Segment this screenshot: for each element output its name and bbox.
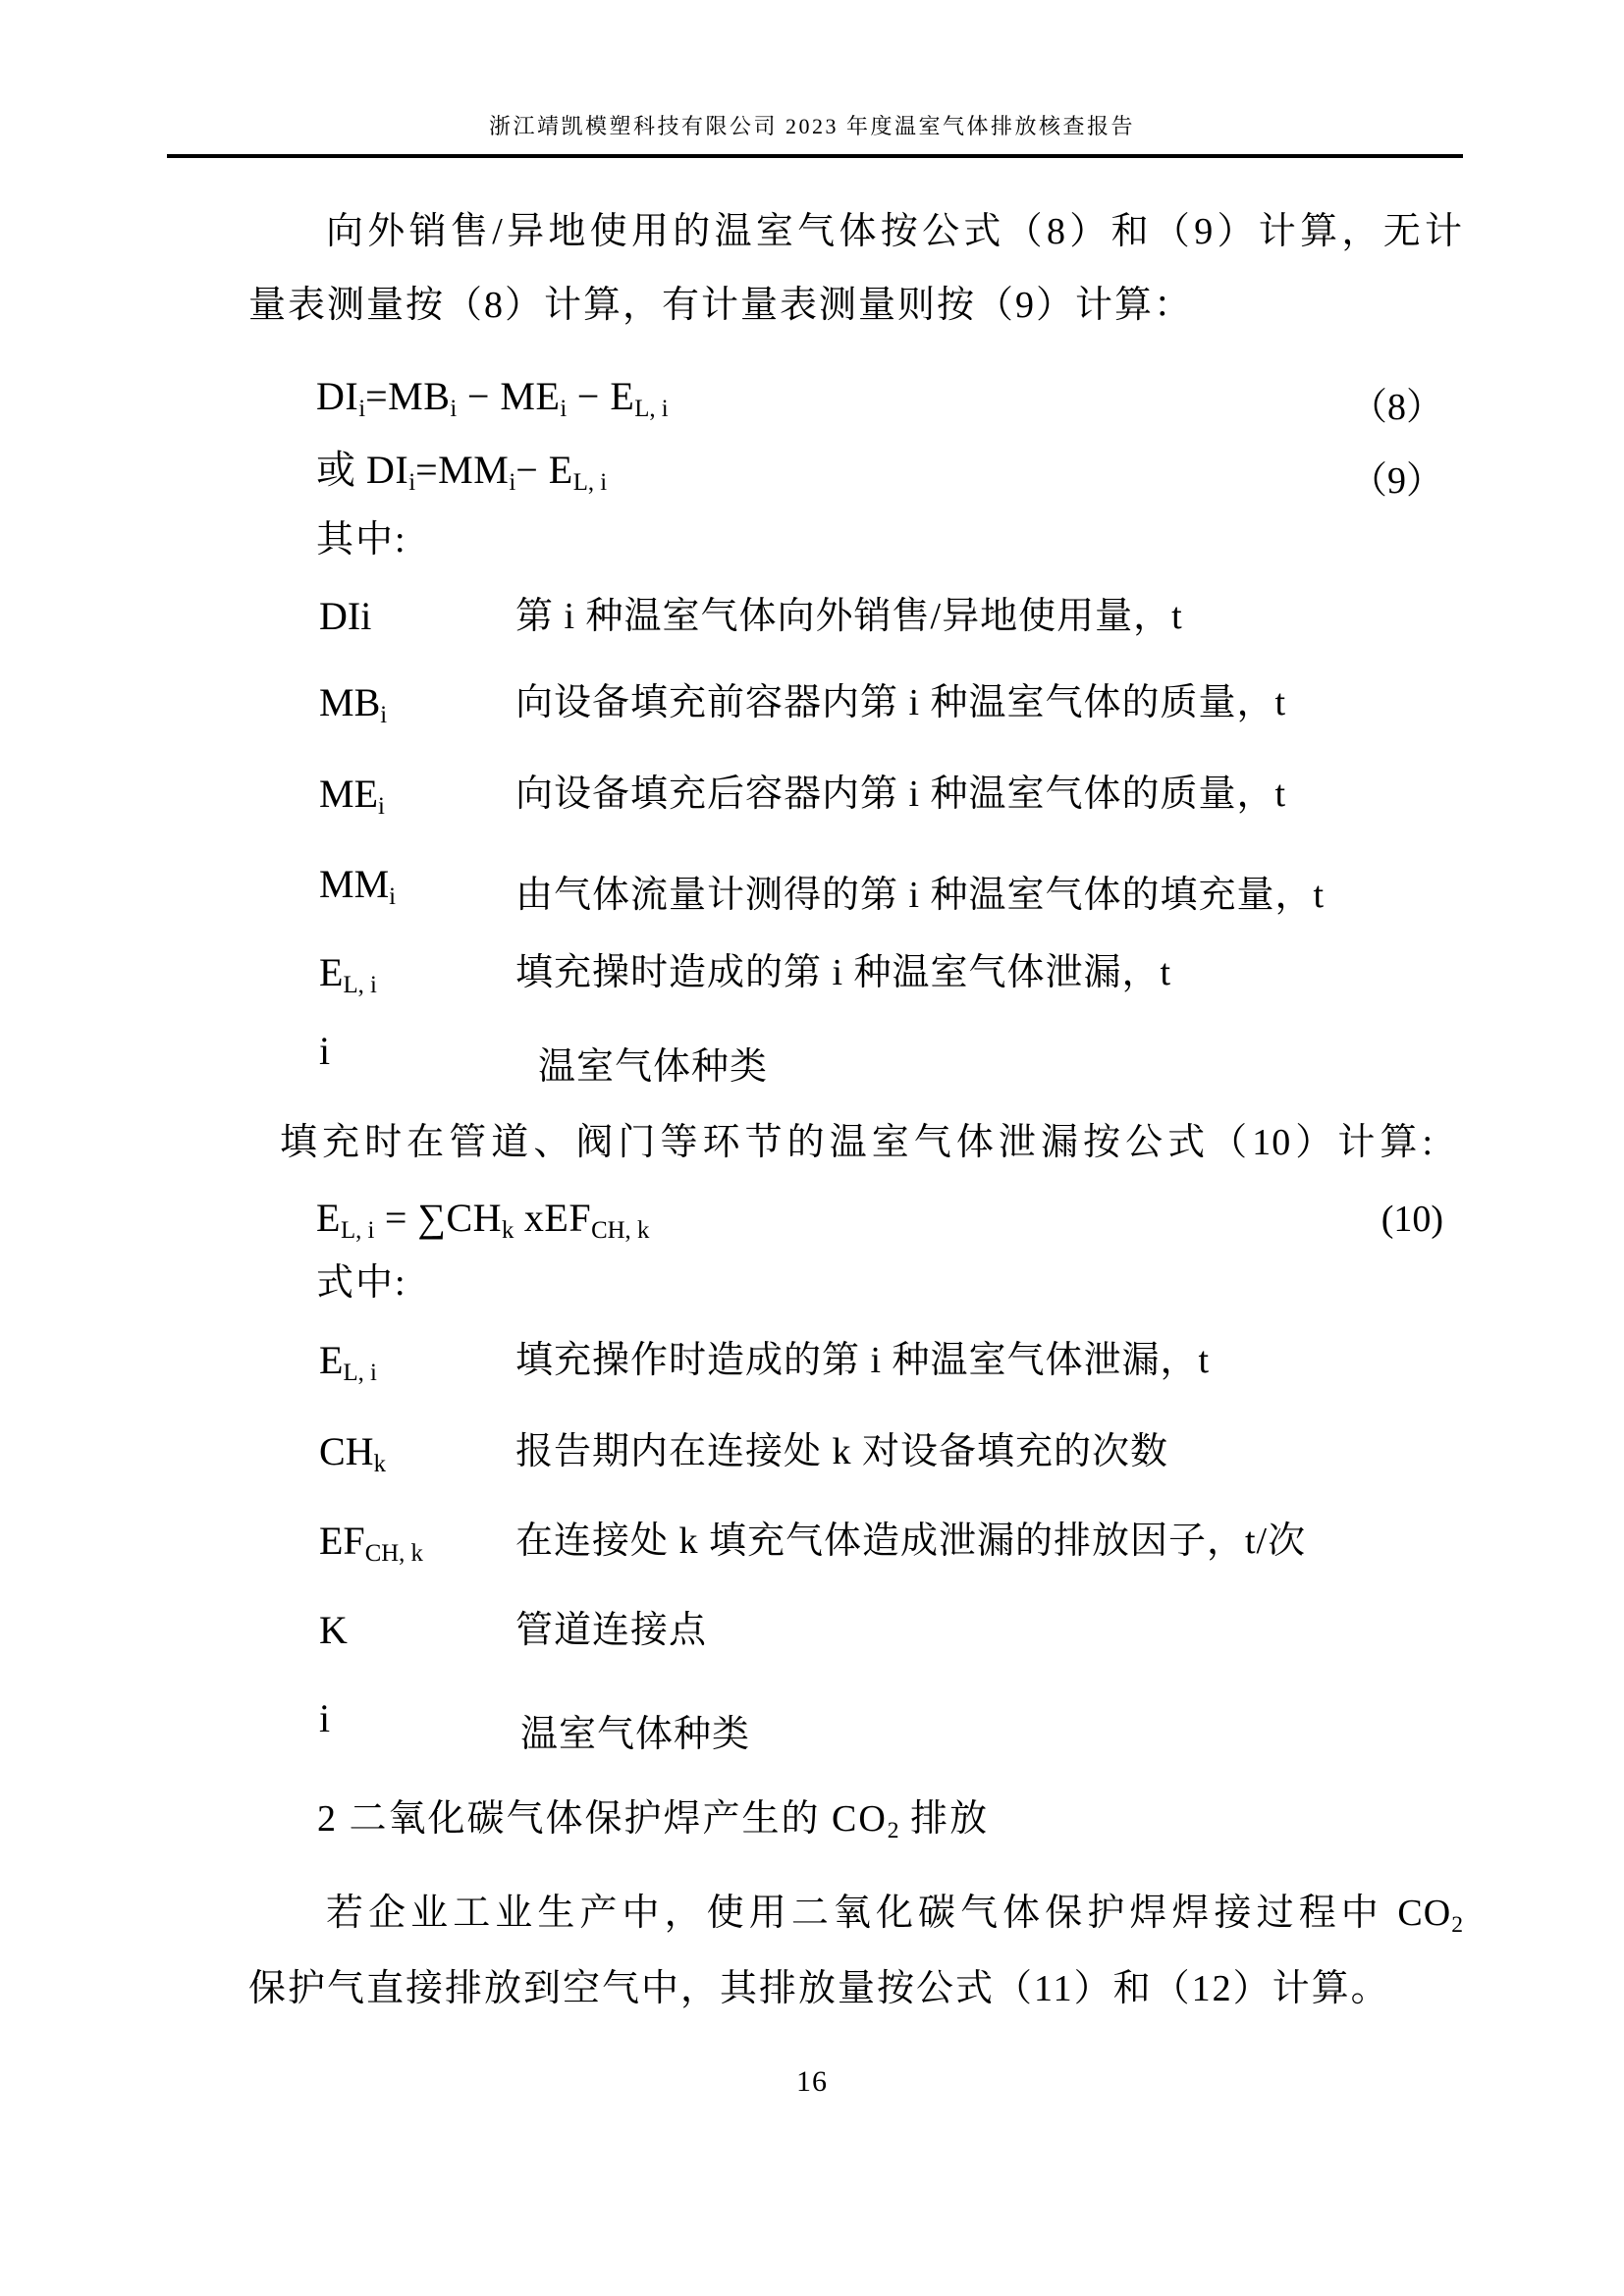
paragraph2-line1: 若企业工业生产中，使用二氧化碳气体保护焊焊接过程中 $CO_2$ <box>326 1893 1463 1938</box>
formula-8-number: （8） <box>1349 387 1443 428</box>
definition-text: 温室气体种类 <box>520 1714 751 1755</box>
where-label-1: 其中: <box>316 519 407 561</box>
definition-text: 向设备填充前容器内第 i 种温室气体的质量，t <box>515 682 1287 723</box>
where-label-2: 式中: <box>316 1262 407 1304</box>
definition-term: DIi <box>319 594 372 638</box>
definition-term: i <box>319 1029 331 1073</box>
section-heading-co2-welding: 2 二氧化碳气体保护焊产生的 $CO_2$ 排放 <box>317 1798 990 1843</box>
report-header-title: 浙江靖凯模塑科技有限公司 2023 年度温室气体排放核查报告 <box>488 114 1135 138</box>
definition-term: $E_{L, i}$ <box>319 1338 377 1386</box>
definition-term: $EF_{CH, k}$ <box>319 1519 423 1567</box>
definition-text: 管道连接点 <box>515 1610 708 1651</box>
definition-text: 报告期内在连接处 k 对设备填充的次数 <box>515 1431 1169 1472</box>
formula-9-number: （9） <box>1349 460 1443 502</box>
definition-text: 填充操作时造成的第 i 种温室气体泄漏，t <box>515 1340 1211 1381</box>
definition-text: 第 i 种温室气体向外销售/异地使用量，t <box>515 596 1183 637</box>
formula-8: $DI_i=MB_i - ME_i - E_{L, i}$ <box>316 374 669 422</box>
definition-term: $MM_i$ <box>319 862 397 910</box>
definition-text: 温室气体种类 <box>538 1046 769 1088</box>
definition-term: $MB_i$ <box>319 680 388 728</box>
definition-term: $ME_i$ <box>319 772 385 820</box>
definition-term: i <box>319 1696 331 1740</box>
definition-text: 填充操时造成的第 i 种温室气体泄漏，t <box>515 952 1172 993</box>
formula-10-number: (10) <box>1380 1199 1443 1240</box>
paragraph1-line2: 量表测量按（8）计算，有计量表测量则按（9）计算： <box>248 285 1194 326</box>
definition-term: K <box>319 1608 348 1652</box>
page-number: 16 <box>796 2065 828 2098</box>
fill-leak-line: 填充时在管道、阀门等环节的温室气体泄漏按公式（10）计算: <box>280 1122 1434 1163</box>
definition-text: 由气体流量计测得的第 i 种温室气体的填充量，t <box>515 875 1326 916</box>
formula-9: 或 $DI_i=MM_i- E_{L, i}$ <box>316 448 608 496</box>
formula-10: $E_{L, i} = \sum CH_k$ xEF$_{CH, k}$ <box>316 1196 650 1244</box>
definition-term: $CH_k$ <box>319 1429 386 1477</box>
paragraph1-line1: 向外销售/异地使用的温室气体按公式（8）和（9）计算，无计 <box>326 211 1463 252</box>
definition-text: 向设备填充后容器内第 i 种温室气体的质量，t <box>515 774 1287 815</box>
header-rule <box>167 154 1463 158</box>
paragraph2-line2: 保护气直接排放到空气中，其排放量按公式（11）和（12）计算。 <box>248 1968 1390 2009</box>
definition-text: 在连接处 k 填充气体造成泄漏的排放因子，t/次 <box>515 1521 1307 1562</box>
definition-term: $E_{L, i}$ <box>319 950 377 998</box>
